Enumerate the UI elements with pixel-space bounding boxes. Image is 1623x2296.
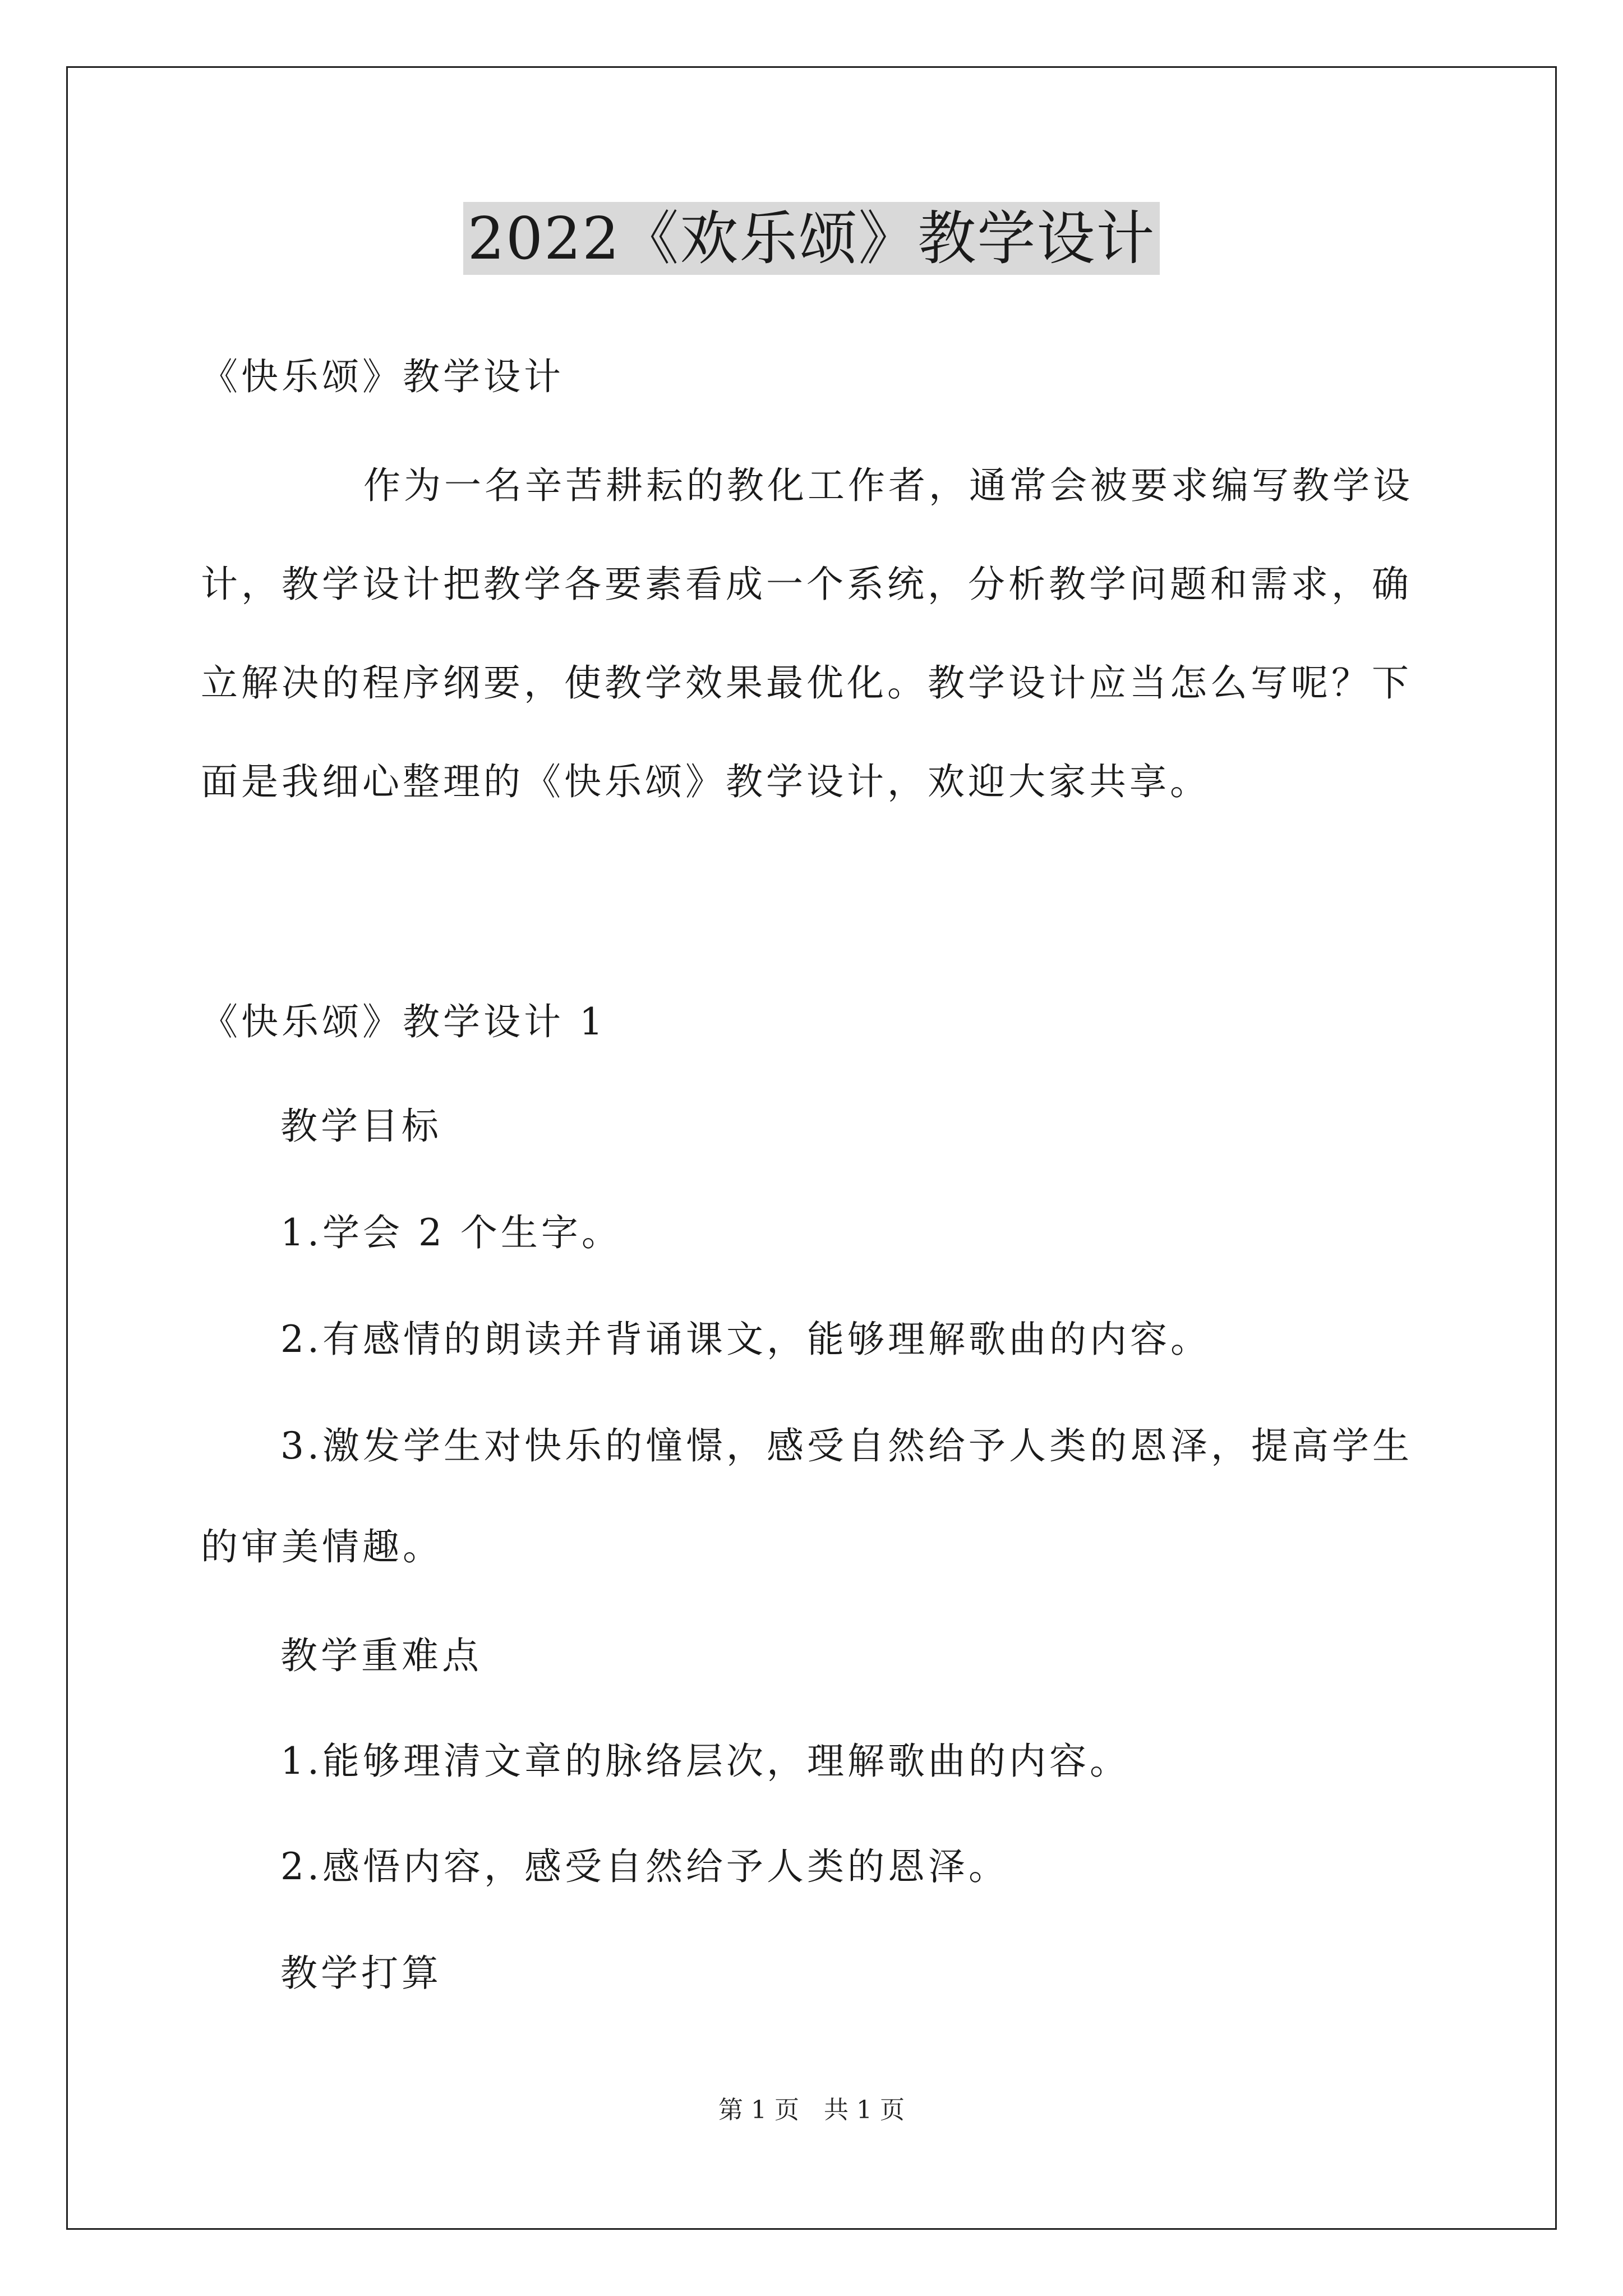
key-point-item-2: 2.感悟内容，感受自然给予人类的恩泽。 [280, 1845, 1009, 1888]
document-title-text: 2022《欢乐颂》教学设计 [463, 202, 1160, 275]
prep-heading: 教学打算 [280, 1952, 442, 1995]
section-heading: 《快乐颂》教学设计 1 [201, 1000, 606, 1043]
key-points-heading: 教学重难点 [280, 1634, 482, 1677]
goals-heading: 教学目标 [280, 1105, 442, 1148]
goal-item-1: 1.学会 2 个生字。 [280, 1211, 622, 1254]
intro-paragraph: 作为一名辛苦耕耘的教化工作者，通常会被要求编写教学设计，教学设计把教学各要素看成一个系统，分析教学问题和需求，确立解决的程序纲要，使教学效果最优化。教学设计应当怎么写呢？下面是我细心整理的《快乐颂》教学设计，欢迎大家共享。 [201, 464, 1413, 803]
page-number: 第 1 页 共 1 页 [718, 2096, 905, 2124]
key-point-item-1: 1.能够理清文章的脉络层次，理解歌曲的内容。 [280, 1740, 1130, 1783]
goal-item-3: 3.激发学生对快乐的憧憬，感受自然给予人类的恩泽，提高学生的审美情趣。 [201, 1424, 1413, 1568]
goal-item-2: 2.有感情的朗读并背诵课文，能够理解歌曲的内容。 [280, 1318, 1211, 1361]
document-subtitle: 《快乐颂》教学设计 [201, 355, 564, 398]
page-footer [0, 2095, 1623, 2126]
document-title [0, 202, 1623, 275]
